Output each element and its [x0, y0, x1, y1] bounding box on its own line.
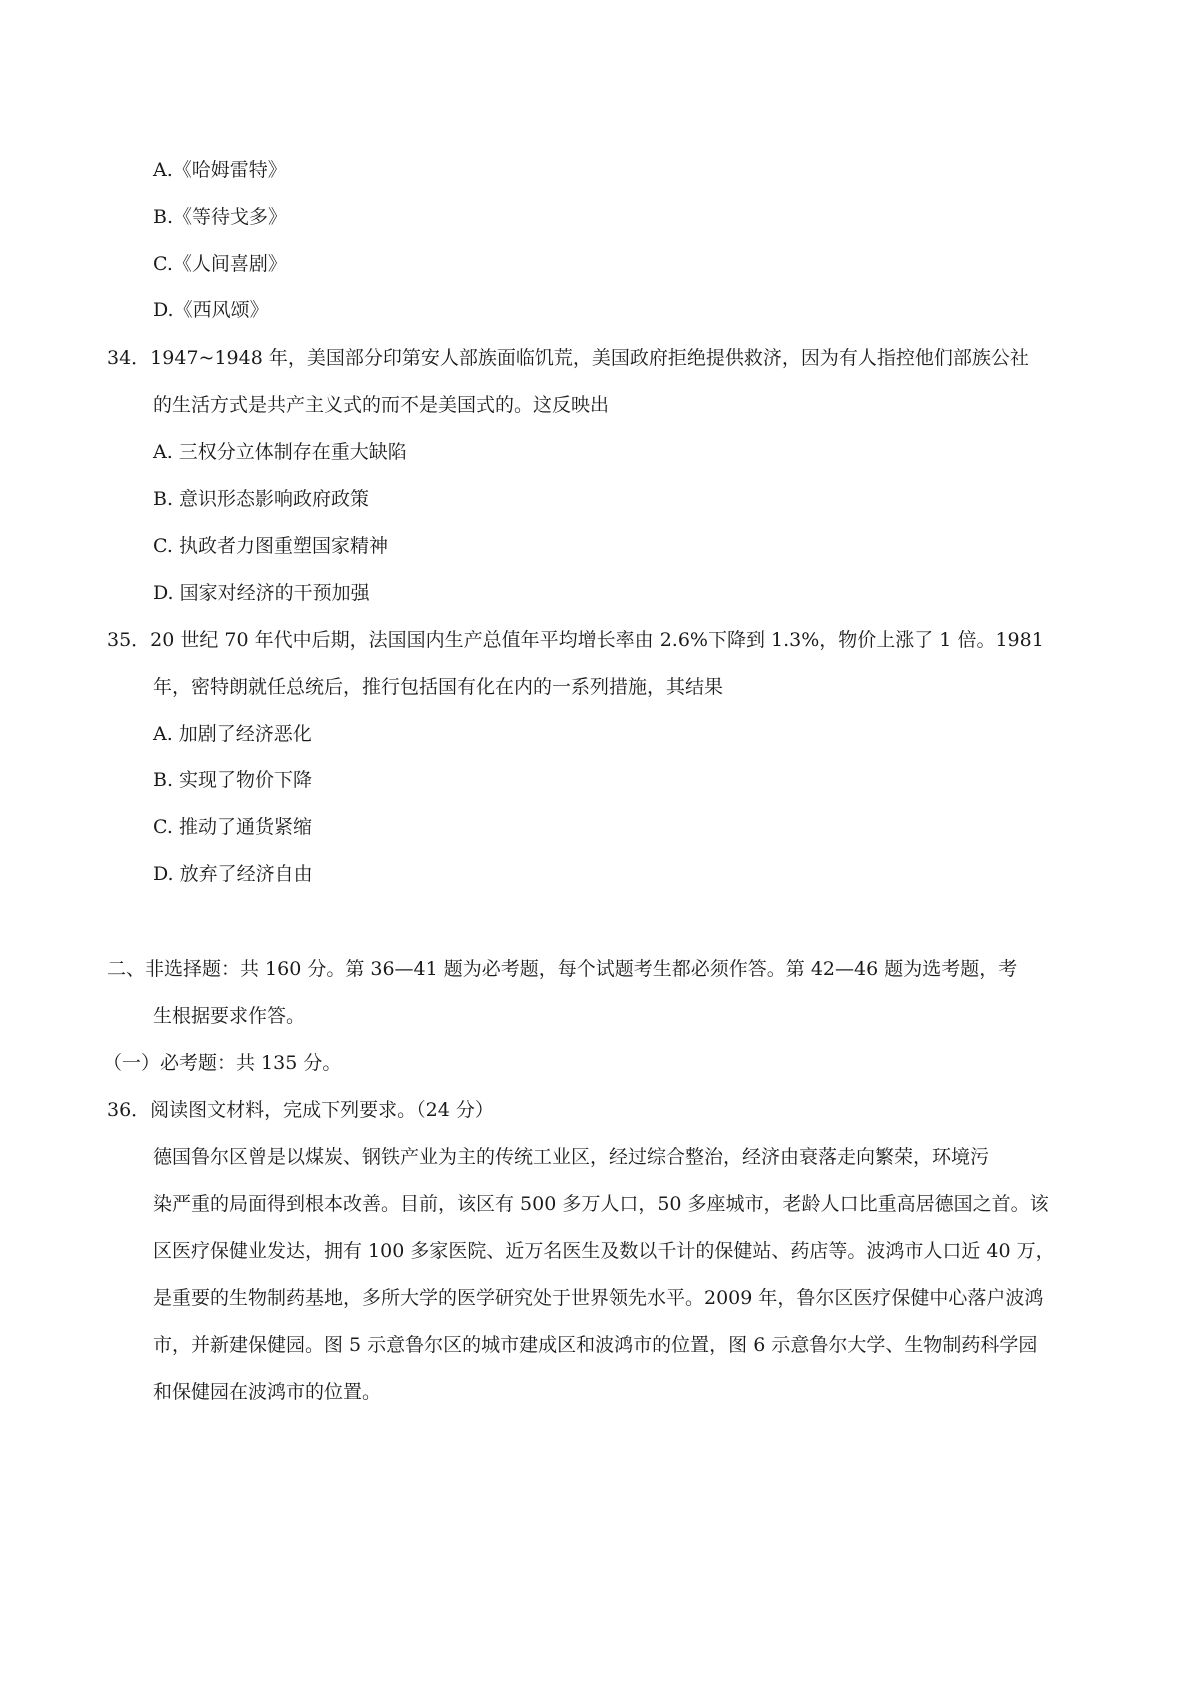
- q35-stem-line2: 年，密特朗就任总统后，推行包括国有化在内的一系列措施，其结果: [153, 676, 724, 698]
- q36-para-line2: 染严重的局面得到根本改善。目前，该区有 500 多万人口，50 多座城市，老龄人口比重高居德国之首。该: [153, 1193, 1049, 1215]
- q34-option-b: B. 意识形态影响政府政策: [153, 488, 370, 510]
- section2-subheading: （一）必考题：共 135 分。: [103, 1052, 342, 1074]
- q36-para-line6: 和保健园在波鸿市的位置。: [153, 1381, 382, 1403]
- section2-heading-line1: 二、非选择题：共 160 分。第 36—41 题为必考题，每个试题考生都必须作答。第 42—46 题为选考题，考: [107, 958, 1018, 980]
- q36-stem: 36．阅读图文材料，完成下列要求。（24 分）: [107, 1099, 494, 1121]
- q33-option-d: D.《西风颂》: [153, 299, 269, 321]
- q34-option-c: C. 执政者力图重塑国家精神: [153, 535, 388, 557]
- q35-option-a: A. 加剧了经济恶化: [153, 723, 312, 745]
- q35-option-b: B. 实现了物价下降: [153, 769, 313, 791]
- q36-para-line4: 是重要的生物制药基地，多所大学的医学研究处于世界领先水平。2009 年，鲁尔区医疗保健中心落户波鸿: [153, 1287, 1044, 1309]
- q33-option-a: A.《哈姆雷特》: [153, 159, 287, 181]
- q36-para-line5: 市，并新建保健园。图 5 示意鲁尔区的城市建成区和波鸿市的位置，图 6 示意鲁尔大学、生物制药科学园: [153, 1334, 1038, 1356]
- section2-heading-line2: 生根据要求作答。: [153, 1005, 306, 1027]
- q36-para-line1: 德国鲁尔区曾是以煤炭、钢铁产业为主的传统工业区，经过综合整治，经济由衰落走向繁荣，环境污: [153, 1146, 990, 1168]
- q34-option-d: D. 国家对经济的干预加强: [153, 582, 370, 604]
- q34-stem-line2: 的生活方式是共产主义式的而不是美国式的。这反映出: [153, 394, 610, 416]
- q33-option-b: B.《等待戈多》: [153, 206, 288, 228]
- q34-stem-line1: 34．1947~1948 年，美国部分印第安人部族面临饥荒，美国政府拒绝提供救济，因为有人指控他们部族公社: [107, 347, 1029, 369]
- q35-stem-line1: 35．20 世纪 70 年代中后期，法国国内生产总值年平均增长率由 2.6%下降到 1.3%，物价上涨了 1 倍。1981: [107, 629, 1044, 651]
- q34-option-a: A. 三权分立体制存在重大缺陷: [153, 441, 407, 463]
- q36-para-line3: 区医疗保健业发达，拥有 100 多家医院、近万名医生及数以千计的保健站、药店等。波鸿市人口近 40 万，: [153, 1240, 1055, 1262]
- q35-option-c: C. 推动了通货紧缩: [153, 816, 312, 838]
- q35-option-d: D. 放弃了经济自由: [153, 863, 313, 885]
- q33-option-c: C.《人间喜剧》: [153, 253, 287, 275]
